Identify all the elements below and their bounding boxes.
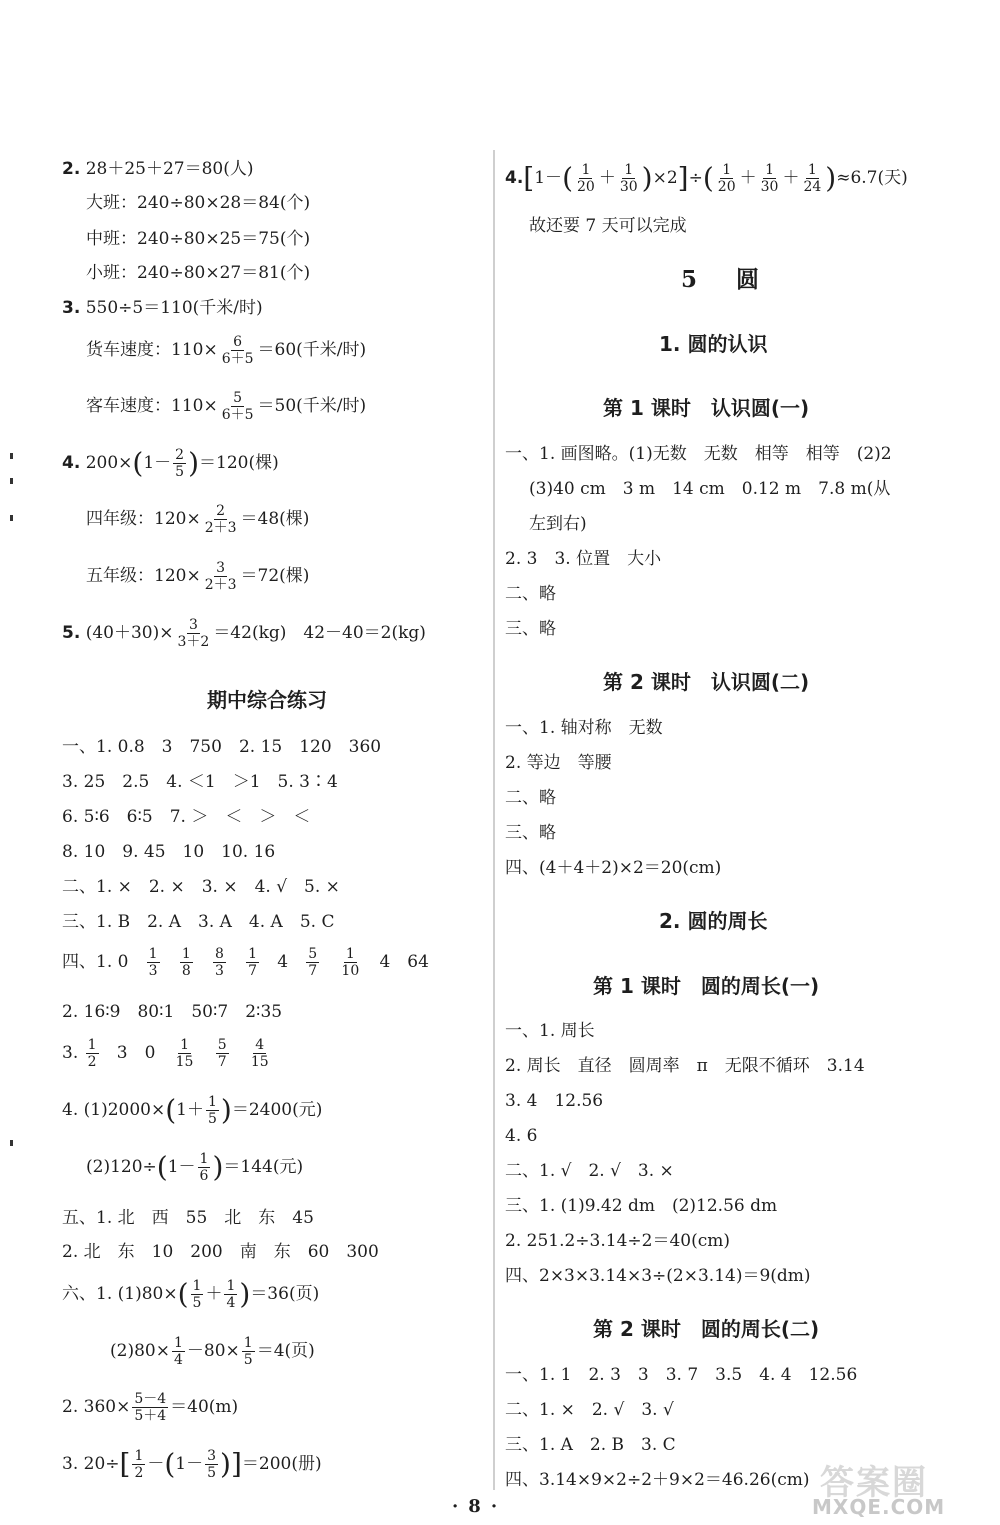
part1-line2: 3. 25 2.5 4. ＜1 ＞1 5. 3∶4 [62,772,338,792]
lesson3-line1: 一、1. 周长 [505,1021,595,1041]
scan-mark [10,453,13,459]
part3-answers: 三、1. B 2. A 3. A 4. A 5. C [62,912,335,932]
part4-q3: 3. $\frac{1}{2}$ 3 0 $\frac{1}{15}$ $\frac{5}{7}$ $\frac{4}{15}$ [62,1037,269,1070]
part6-q2: 2. 360× $\frac{5-4}{5+4}$ ＝40(m) [62,1391,239,1424]
lesson1-line4: 2. 3 3. 位置 大小 [505,549,662,569]
part1-line1: 一、1. 0.8 3 750 2. 15 120 360 [62,737,382,757]
chapter-title: 5 圆 [681,266,768,293]
lesson1-line6: 三、略 [505,619,556,639]
scan-mark [10,478,13,484]
answer-2-total: 2. 28＋25＋27＝80(人) [62,159,254,179]
lesson4-line4: 四、3.14×9×2÷2＋9×2＝46.26(cm) [505,1470,810,1490]
lesson3-line7: 2. 251.2÷3.14÷2＝40(cm) [505,1231,730,1251]
lesson1-line5: 二、略 [505,584,556,604]
section-title-circle-intro: 1. 圆的认识 [659,332,768,356]
lesson4-line1: 一、1. 1 2. 3 3 3. 7 3.5 4. 4 12.56 [505,1365,858,1385]
answer-2-small-class: 小班：240÷80×27＝81(个) [86,263,311,283]
lesson1-line3: 左到右) [529,514,587,534]
part6-q1a: 六、1. (1)80×( $\frac{1}{5}$ ＋ $\frac{1}{4}$ )＝36(页) [62,1277,320,1311]
watermark-logo: 答案圈 MXQE.COM [812,1463,946,1519]
lesson2-line3: 二、略 [505,788,556,808]
lesson3-line8: 四、2×3×3.14×3÷(2×3.14)＝9(dm) [505,1266,811,1286]
answer-5: 5. (40＋30)× $\frac{3}{3+2}$ ＝42(kg) 42－40＝2(kg) [62,617,426,650]
answer-3-bus: 客车速度：110× $\frac{5}{6+5}$ ＝50(千米/时) [86,390,367,423]
part1-line4: 8. 10 9. 45 10 10. 16 [62,842,276,862]
lesson1-line2: (3)40 cm 3 m 14 cm 0.12 m 7.8 m(从 [529,479,891,499]
answer-2-middle-class: 中班：240÷80×25＝75(个) [86,229,311,249]
lesson2-line1: 一、1. 轴对称 无数 [505,718,663,738]
part2-answers: 二、1. × 2. × 3. × 4. √ 5. × [62,877,340,897]
answer-4-days: 4.[1－( $\frac{1}{20}$ ＋ $\frac{1}{30}$ )×2]÷( $\frac{1}{20}$ ＋ $\frac{1}{30}$ ＋ $\frac{1}{24}$ )≈6.7(天) [505,161,908,195]
lesson2-line4: 三、略 [505,823,556,843]
part5-q1: 五、1. 北 西 55 北 东 45 [62,1208,314,1228]
part6-q3: 3. 20÷[ $\frac{1}{2}$ －(1－ $\frac{3}{5}$ )]＝200(册) [62,1447,322,1481]
section-title-circumference: 2. 圆的周长 [659,909,768,933]
lesson-title-2-2: 第 2 课时 圆的周长(二) [593,1317,820,1341]
lesson4-line3: 三、1. A 2. B 3. C [505,1435,676,1455]
answer-2-large-class: 大班：240÷80×28＝84(个) [86,193,311,213]
answer-4-grade5: 五年级：120× $\frac{3}{2+3}$ ＝72(棵) [86,560,310,593]
answer-3-truck: 货车速度：110× $\frac{6}{6+5}$ ＝60(千米/时) [86,334,367,367]
part1-line3: 6. 5∶6 6∶5 7. ＞ ＜ ＞ ＜ [62,807,311,827]
lesson2-line5: 四、(4＋4＋2)×2＝20(cm) [505,858,722,878]
lesson-title-1-1: 第 1 课时 认识圆(一) [603,396,810,420]
answer-4-grade4: 四年级：120× $\frac{2}{2+3}$ ＝48(棵) [86,503,310,536]
lesson3-line4: 4. 6 [505,1126,538,1146]
part5-q2: 2. 北 东 10 200 南 东 60 300 [62,1242,379,1262]
scan-mark [10,515,13,521]
lesson1-line1: 一、1. 画图略。(1)无数 无数 相等 相等 (2)2 [505,444,892,464]
lesson-title-2-1: 第 1 课时 圆的周长(一) [593,974,820,998]
lesson4-line2: 二、1. × 2. √ 3. √ [505,1400,674,1420]
section-title-midterm: 期中综合练习 [207,688,327,712]
part4-q2: 2. 16∶9 80∶1 50∶7 2∶35 [62,1002,283,1022]
part6-q1b: (2)80× $\frac{1}{4}$ －80× $\frac{1}{5}$ ＝4(页) [110,1335,315,1368]
lesson3-line5: 二、1. √ 2. √ 3. × [505,1161,674,1181]
lesson3-line2: 2. 周长 直径 圆周率 π 无限不循环 3.14 [505,1056,865,1076]
answer-3-speed: 3. 550÷5＝110(千米/时) [62,298,263,318]
lesson3-line3: 3. 4 12.56 [505,1091,604,1111]
column-divider [493,150,495,1490]
answer-4-conclusion: 故还要 7 天可以完成 [529,216,687,236]
part4-q4b: (2)120÷(1－ $\frac{1}{6}$ )＝144(元) [86,1150,304,1184]
lesson-title-1-2: 第 2 课时 认识圆(二) [603,670,810,694]
lesson2-line2: 2. 等边 等腰 [505,753,612,773]
page-number: ·8· [452,1496,508,1517]
answer-4-trees: 4. 200×(1－ $\frac{2}{5}$ )＝120(棵) [62,446,279,480]
part4-q1: 四、1. 0 $\frac{1}{3}$ $\frac{1}{8}$ $\frac{8}{3}$ $\frac{1}{7}$ 4 $\frac{5}{7}$ $\frac{1}{10}$ 4 64 [62,946,429,979]
part4-q4a: 4. (1)2000×(1＋ $\frac{1}{5}$ )＝2400(元) [62,1093,323,1127]
lesson3-line6: 三、1. (1)9.42 dm (2)12.56 dm [505,1196,778,1216]
scan-mark [10,1140,13,1146]
